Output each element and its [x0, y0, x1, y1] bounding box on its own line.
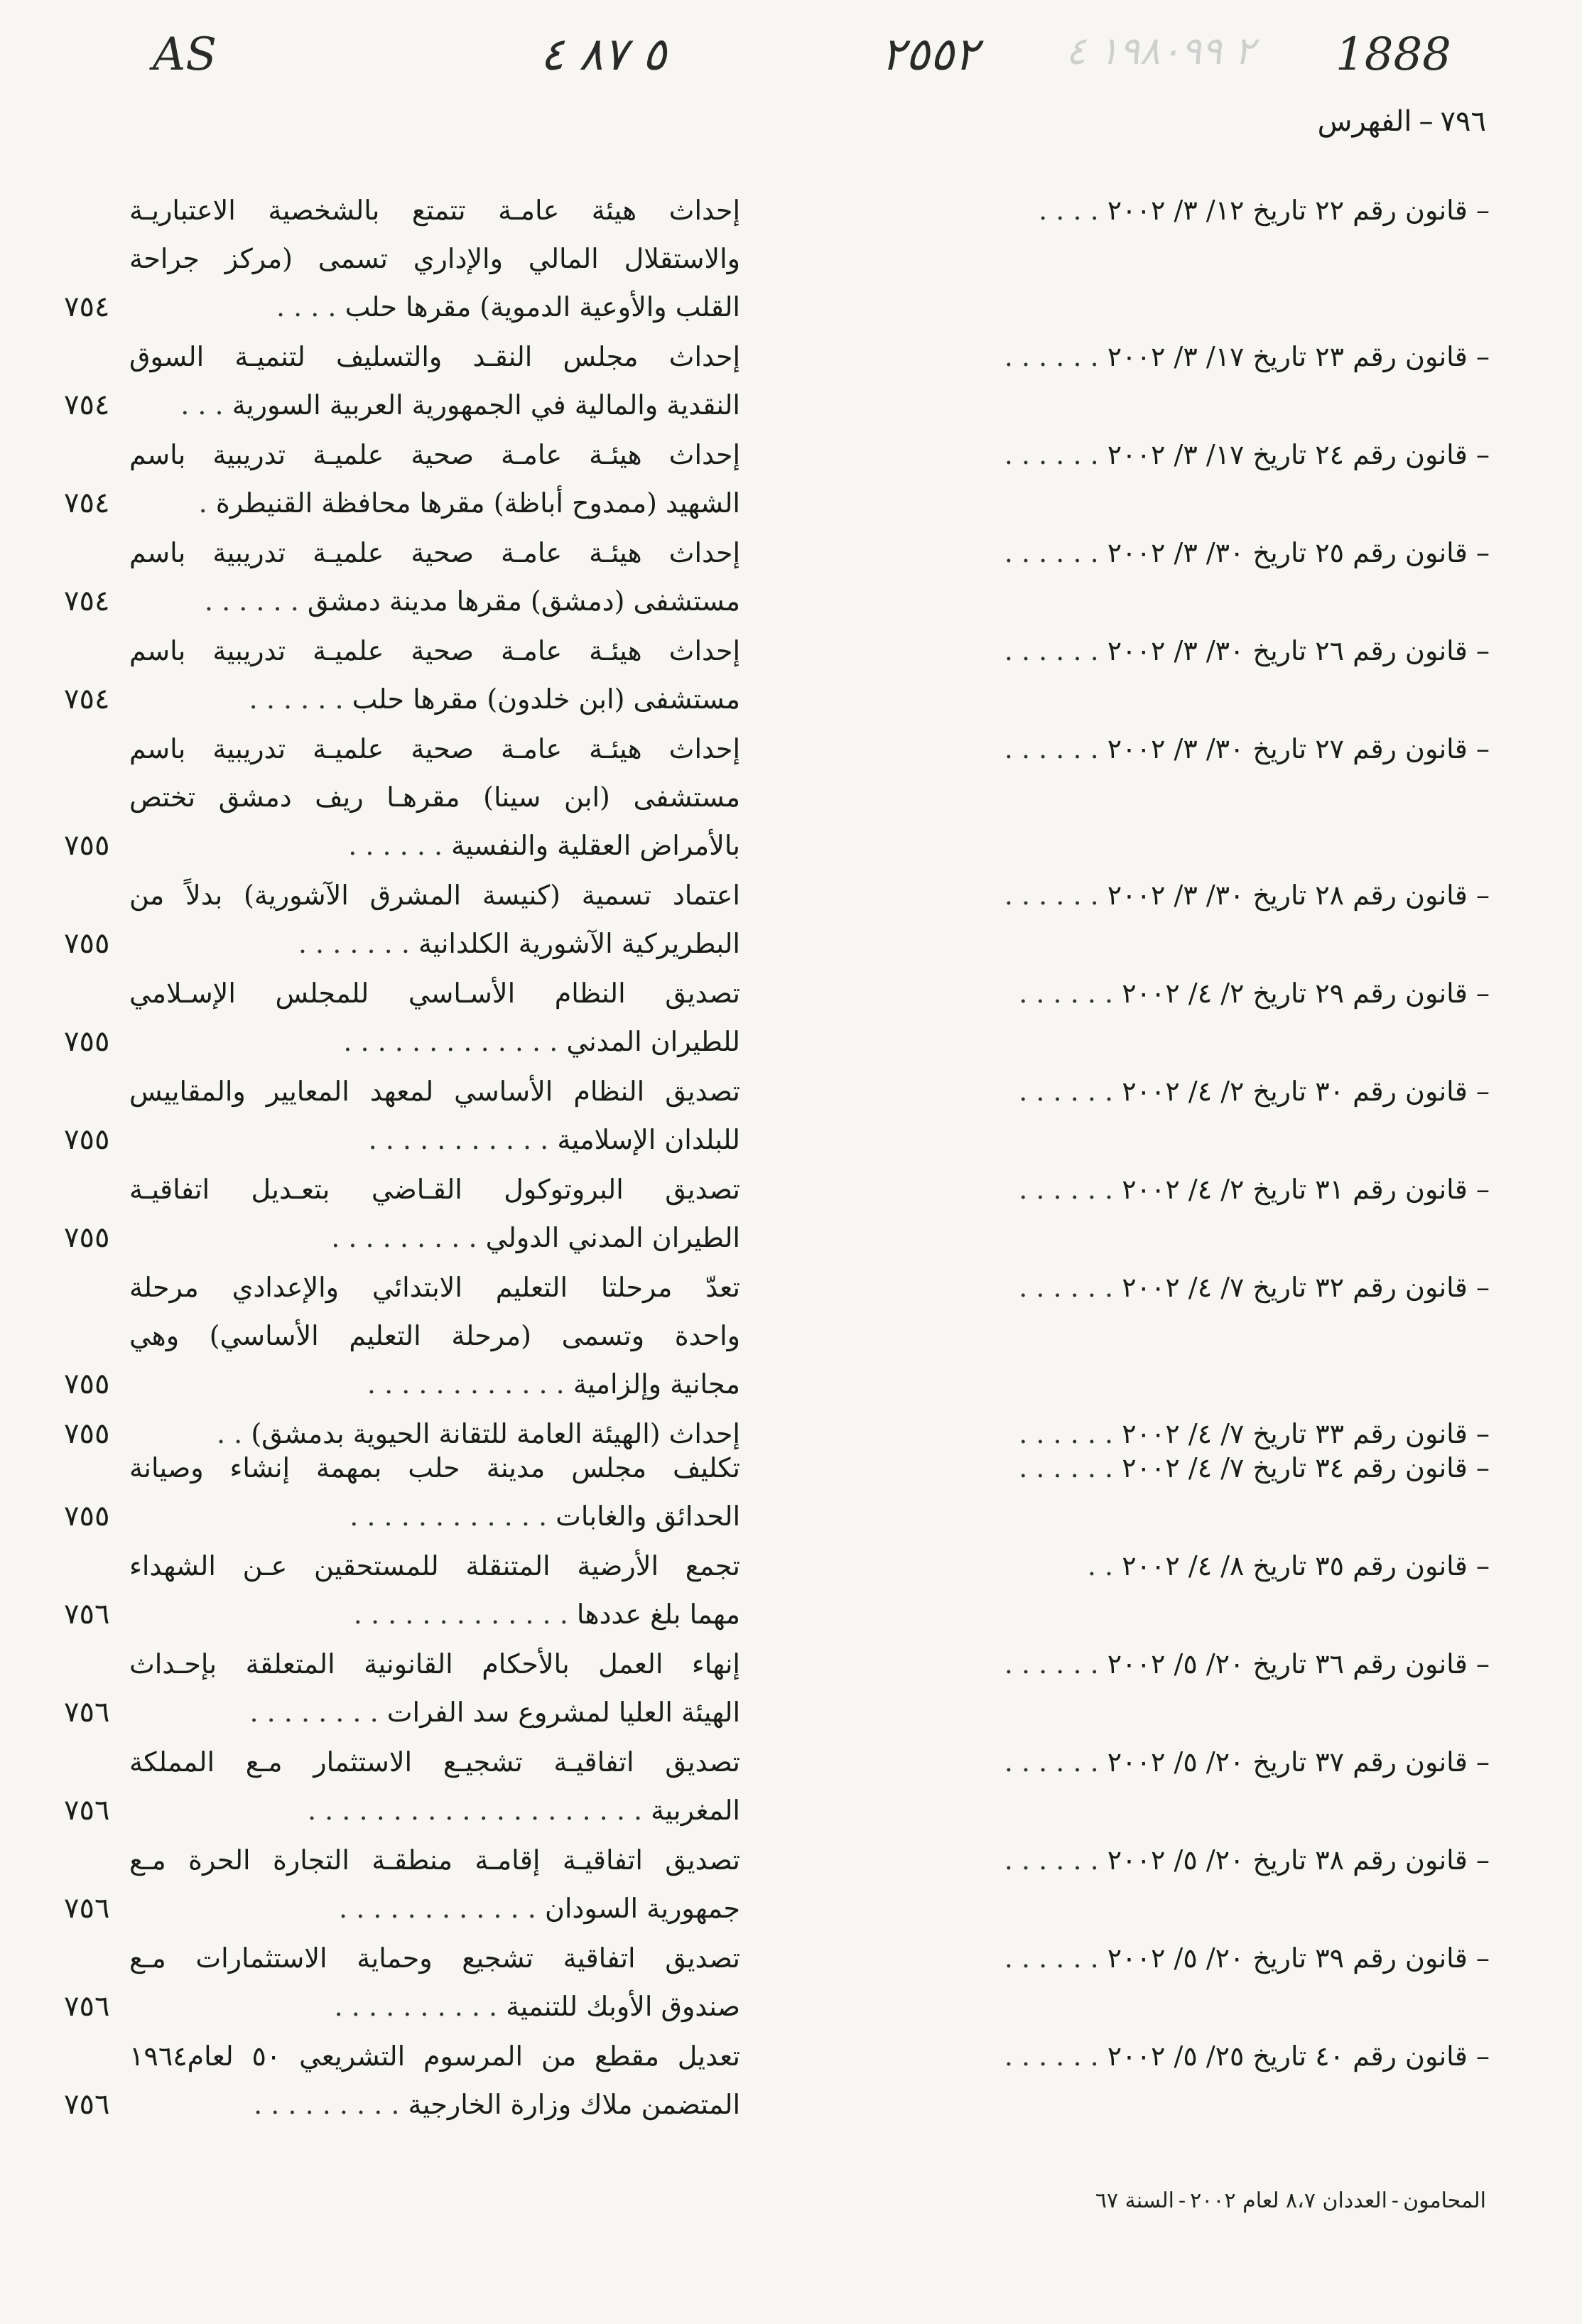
entry-dash: –	[1467, 1418, 1490, 1449]
subject-line	[129, 234, 740, 283]
subject-text: إحداث هيئـة عامـة صحية علميـة تدريبية باسم	[129, 537, 740, 568]
entry-dash: –	[1467, 439, 1490, 470]
page-reference: ٧٥٤	[64, 389, 110, 421]
leader-dots: . . . . . . . .	[249, 1697, 379, 1728]
law-text: قانون رقم ٤٠ تاريخ ٢٥/ ٥/ ٢٠٠٢	[1107, 2041, 1468, 2072]
law-reference	[1019, 1444, 1490, 1492]
subject-text: تصديق النظام الأساسي لمعهد المعايير والمقاييس	[129, 1076, 740, 1107]
law-reference	[1088, 1542, 1490, 1590]
leader-dots: . . . . . . . . . .	[334, 1991, 498, 2022]
leader-dots: . . . . . .	[348, 830, 443, 861]
subject-line	[129, 773, 740, 821]
law-text: قانون رقم ٣٤ تاريخ ٧/ ٤/ ٢٠٠٢	[1122, 1452, 1468, 1483]
entry-dash: –	[1467, 880, 1490, 911]
footer-dash: -	[1391, 2188, 1399, 2213]
entry-dash: –	[1467, 1174, 1490, 1205]
law-text: قانون رقم ٢٥ تاريخ ٣٠/ ٣/ ٢٠٠٢	[1107, 537, 1468, 568]
leader-dots: . . . . . .	[204, 585, 299, 617]
leader-dots: . . . . . .	[1004, 1746, 1099, 1778]
law-reference	[1019, 1263, 1490, 1312]
subject-line	[129, 969, 740, 1017]
leader-dots: . . . . . . .	[298, 928, 410, 959]
subject-text: تعدّ مرحلتا التعليم الابتدائي والإعدادي مرحلة	[129, 1272, 740, 1303]
subject-text: تجمع الأرضية المتنقلة للمستحقين عـن الشهداء	[129, 1550, 740, 1582]
subject-text: مستشفى (ابن سينا) مقرهـا ريف دمشق تختص	[129, 782, 740, 813]
page-reference: ٧٥٥	[64, 1500, 110, 1533]
leader-dots: . . . .	[1039, 195, 1099, 226]
handwritten-note-mid: ٥ ٨٧ ٤	[540, 28, 667, 81]
subject-text: المغربية	[651, 1795, 740, 1826]
page-reference: ٧٥٦	[64, 1598, 110, 1631]
leader-dots: . . . . . . . . . . . . .	[353, 1599, 568, 1630]
leader-dots: . . . . . .	[1004, 1942, 1099, 1974]
entry-dash: –	[1467, 341, 1490, 372]
subject-text: الطيران المدني الدولي	[485, 1222, 740, 1253]
leader-dots: . . . . . .	[1019, 1418, 1114, 1449]
law-reference	[1004, 627, 1490, 675]
subject-text: الحدائق والغابات	[556, 1501, 740, 1532]
law-text: قانون رقم ٢٦ تاريخ ٣٠/ ٣/ ٢٠٠٢	[1107, 635, 1468, 666]
leader-dots: . . . . . .	[1004, 537, 1099, 568]
leader-dots: . . . . . . . . .	[254, 2089, 400, 2120]
subject-text: جمهورية السودان	[544, 1893, 740, 1924]
leader-dots: . . . . . .	[1004, 439, 1099, 470]
law-text: قانون رقم ٢٩ تاريخ ٢/ ٤/ ٢٠٠٢	[1122, 978, 1468, 1009]
leader-dots: . . . . . .	[1004, 341, 1099, 372]
subject-line	[129, 1263, 740, 1312]
subject-line	[129, 1934, 740, 1982]
subject-line	[129, 871, 740, 919]
leader-dots: . . . . . . . . .	[331, 1222, 477, 1253]
page-reference: ٧٥٥	[64, 1417, 110, 1450]
page-reference: ٧٥٥	[64, 829, 110, 862]
subject-text: تصديق اتفاقية تشجيع وحماية الاستثمارات مـع	[129, 1942, 740, 1974]
subject-text: واحدة وتسمى (مرحلة التعليم الأساسي) وهي	[129, 1320, 740, 1351]
subject-text: النقدية والمالية في الجمهورية العربية السورية	[232, 389, 740, 421]
subject-text: إحداث هيئـة عامـة صحية علميـة تدريبية باسم	[129, 733, 740, 764]
subject-line	[129, 2080, 740, 2129]
subject-line	[129, 725, 740, 773]
entry-dash: –	[1467, 1648, 1490, 1680]
entry-dash: –	[1467, 978, 1490, 1009]
law-text: قانون رقم ٢٢ تاريخ ١٢/ ٣/ ٢٠٠٢	[1107, 195, 1468, 226]
leader-dots: . . . . . . . . . . . . .	[343, 1026, 558, 1057]
law-reference	[1004, 1738, 1490, 1786]
law-text: قانون رقم ٣٢ تاريخ ٧/ ٤/ ٢٠٠٢	[1122, 1272, 1468, 1303]
page-number: ٧٩٦	[1440, 105, 1486, 138]
entry-subject	[129, 1934, 740, 2031]
handwritten-note-year: ٢٥٥٢	[881, 28, 979, 81]
entry-subject	[129, 431, 740, 527]
subject-line	[129, 1786, 740, 1834]
law-text: قانون رقم ٣٠ تاريخ ٢/ ٤/ ٢٠٠٢	[1122, 1076, 1468, 1107]
subject-text: مستشفى (ابن خلدون) مقرها حلب	[352, 683, 740, 715]
entry-dash: –	[1467, 2041, 1490, 2072]
leader-dots: . . . . . .	[249, 683, 344, 715]
subject-line	[129, 821, 740, 870]
entry-subject	[129, 1263, 740, 1408]
page-reference: ٧٥٦	[64, 1794, 110, 1827]
subject-line	[129, 186, 740, 234]
page-reference: ٧٥٦	[64, 1892, 110, 1925]
page-reference: ٧٥٥	[64, 1221, 110, 1254]
subject-text: والاستقلال المالي والإداري تسمى (مركز جراحة	[129, 243, 740, 274]
page-reference: ٧٥٦	[64, 1696, 110, 1729]
page-reference: ٧٥٤	[64, 291, 110, 323]
subject-line	[129, 1884, 740, 1933]
entry-dash: –	[1467, 1844, 1490, 1876]
subject-line	[129, 1982, 740, 2031]
subject-line	[129, 1542, 740, 1590]
law-text: قانون رقم ٣٨ تاريخ ٢٠/ ٥/ ٢٠٠٢	[1107, 1844, 1468, 1876]
page-reference: ٧٥٤	[64, 585, 110, 617]
subject-text: إحداث هيئة عامـة تتمتع بالشخصية الاعتباريـة	[129, 195, 740, 226]
leader-dots: . . .	[180, 389, 224, 421]
leader-dots: . . . . . .	[1019, 978, 1114, 1009]
law-reference	[1004, 725, 1490, 773]
subject-text: للبلدان الإسلامية	[557, 1124, 740, 1155]
law-reference	[1019, 1165, 1490, 1214]
leader-dots: . . . . . .	[1004, 635, 1099, 666]
leader-dots: . . . .	[276, 291, 337, 323]
leader-dots: . .	[1087, 1550, 1114, 1582]
page-reference: ٧٥٥	[64, 1123, 110, 1156]
page-reference: ٧٥٥	[64, 1368, 110, 1400]
page-reference: ٧٥٥	[64, 927, 110, 960]
law-text: قانون رقم ٢٣ تاريخ ١٧/ ٣/ ٢٠٠٢	[1107, 341, 1468, 372]
subject-text: الشهيد (ممدوح أباظة) مقرها محافظة القنيطرة	[215, 487, 740, 519]
leader-dots: . . . . . .	[1004, 880, 1099, 911]
subject-line	[129, 1836, 740, 1884]
entry-dash: –	[1467, 733, 1490, 764]
leader-dots: . . . . . .	[1004, 2041, 1099, 2072]
subject-text: إحداث هيئـة عامـة صحية علميـة تدريبية باسم	[129, 439, 740, 470]
leader-dots: . .	[216, 1418, 243, 1449]
subject-line	[129, 1214, 740, 1262]
leader-dots: .	[198, 487, 207, 519]
law-reference	[1004, 1836, 1490, 1884]
subject-text: بالأمراض العقلية والنفسية	[451, 830, 740, 861]
subject-text: تصديق البروتوكول القـاضي بتعـديل اتفاقيـة	[129, 1174, 740, 1205]
footer-issues: العددان ٨،٧ لعام ٢٠٠٢	[1190, 2188, 1387, 2213]
subject-text: البطريركية الآشورية الكلدانية	[418, 928, 740, 959]
subject-text: اعتماد تسمية (كنيسة المشرق الآشورية) بدلاً من	[129, 880, 740, 911]
subject-text: مستشفى (دمشق) مقرها مدينة دمشق	[307, 585, 740, 617]
leader-dots: . . . . . . . . . . . .	[339, 1893, 536, 1924]
subject-line	[129, 675, 740, 723]
subject-line	[129, 1115, 740, 1164]
law-reference	[1004, 871, 1490, 919]
page-header	[1318, 105, 1486, 138]
entry-subject	[129, 725, 740, 870]
subject-line	[129, 333, 740, 381]
leader-dots: . . . . . .	[1019, 1174, 1114, 1205]
subject-text: المتضمن ملاك وزارة الخارجية	[408, 2089, 740, 2120]
entry-subject	[129, 1165, 740, 1262]
entry-dash: –	[1467, 1452, 1490, 1483]
subject-line	[129, 577, 740, 625]
law-reference	[1019, 1067, 1490, 1115]
entry-dash: –	[1467, 195, 1490, 226]
subject-line	[129, 1165, 740, 1214]
entry-dash: –	[1467, 1550, 1490, 1582]
law-reference	[1004, 2032, 1490, 2080]
subject-line	[129, 1640, 740, 1688]
law-text: قانون رقم ٣٣ تاريخ ٧/ ٤/ ٢٠٠٢	[1122, 1418, 1468, 1449]
subject-line	[129, 919, 740, 968]
entry-subject	[129, 871, 740, 968]
subject-text: للطيران المدني	[566, 1026, 740, 1057]
subject-line	[129, 1067, 740, 1115]
law-reference	[1019, 969, 1490, 1017]
subject-line	[129, 1017, 740, 1066]
subject-text: تصديق اتفاقيـة تشجيـع الاستثمار مـع المملكة	[129, 1746, 740, 1778]
subject-line	[129, 2032, 740, 2080]
subject-line	[129, 1738, 740, 1786]
subject-text: مجانية وإلزامية	[573, 1368, 740, 1400]
entry-subject	[129, 1542, 740, 1638]
subject-line	[129, 1590, 740, 1638]
law-text: قانون رقم ٣٧ تاريخ ٢٠/ ٥/ ٢٠٠٢	[1107, 1746, 1468, 1778]
handwritten-note-right: 1888	[1336, 28, 1451, 81]
subject-line	[129, 1360, 740, 1408]
entry-subject	[129, 186, 740, 331]
footer-journal: المحامون	[1403, 2188, 1486, 2213]
law-reference	[1004, 529, 1490, 577]
subject-text: صندوق الأوبك للتنمية	[506, 1991, 740, 2022]
page-reference: ٧٥٤	[64, 487, 110, 519]
subject-text: تعديل مقطع من المرسوم التشريعي ٥٠ لعام١٩٦٤	[129, 2041, 740, 2072]
subject-text: إحداث هيئـة عامـة صحية علميـة تدريبية باسم	[129, 635, 740, 666]
law-reference	[1004, 1640, 1490, 1688]
entry-dash: –	[1467, 537, 1490, 568]
page-reference: ٧٥٦	[64, 1990, 110, 2023]
subject-text: تكليف مجلس مدينة حلب بمهمة إنشاء وصيانة	[129, 1452, 740, 1483]
handwritten-note-left: AS	[153, 28, 217, 81]
leader-dots: . . . . . .	[1019, 1076, 1114, 1107]
leader-dots: . . . . . . . . . . . .	[367, 1368, 565, 1400]
page-reference: ٧٥٥	[64, 1025, 110, 1058]
entry-dash: –	[1467, 635, 1490, 666]
law-text: قانون رقم ٣٩ تاريخ ٢٠/ ٥/ ٢٠٠٢	[1107, 1942, 1468, 1974]
subject-line	[129, 283, 740, 331]
entry-subject	[129, 1836, 740, 1933]
subject-text: مهما بلغ عددها	[576, 1599, 740, 1630]
entry-dash: –	[1467, 1942, 1490, 1974]
entry-dash: –	[1467, 1272, 1490, 1303]
page-title: الفهرس	[1317, 105, 1412, 138]
leader-dots: . . . . . . . . . . . .	[350, 1501, 548, 1532]
leader-dots: . . . . . . . . . . . . . . . . . . . .	[307, 1795, 643, 1826]
subject-line	[129, 1492, 740, 1540]
law-text: قانون رقم ٣١ تاريخ ٢/ ٤/ ٢٠٠٢	[1122, 1174, 1468, 1205]
subject-text: تصديق النظام الأسـاسي للمجلس الإسـلامي	[129, 978, 740, 1009]
header-separator: –	[1419, 105, 1434, 138]
footer-year: السنة ٦٧	[1095, 2188, 1175, 2213]
subject-line	[129, 431, 740, 479]
entry-subject	[129, 969, 740, 1066]
leader-dots: . . . . . .	[1004, 733, 1099, 764]
entry-dash: –	[1467, 1746, 1490, 1778]
entry-subject	[129, 333, 740, 429]
law-text: قانون رقم ٢٧ تاريخ ٣٠/ ٣/ ٢٠٠٢	[1107, 733, 1468, 764]
footer-dash: -	[1179, 2188, 1186, 2213]
subject-line	[129, 1312, 740, 1360]
law-reference	[1004, 333, 1490, 381]
law-text: قانون رقم ٣٦ تاريخ ٢٠/ ٥/ ٢٠٠٢	[1107, 1648, 1468, 1680]
law-text: قانون رقم ٢٤ تاريخ ١٧/ ٣/ ٢٠٠٢	[1107, 439, 1468, 470]
subject-text: إحداث (الهيئة العامة للتقانة الحيوية بدمشق)	[251, 1418, 740, 1449]
law-reference	[1039, 186, 1490, 234]
leader-dots: . . . . . .	[1004, 1648, 1099, 1680]
leader-dots: . . . . . .	[1019, 1452, 1114, 1483]
subject-line	[129, 381, 740, 429]
page-reference: ٧٥٦	[64, 2088, 110, 2121]
entry-subject	[129, 627, 740, 723]
entry-subject	[129, 1738, 740, 1834]
page-footer	[1095, 2188, 1486, 2213]
entry-subject	[129, 1067, 740, 1164]
law-reference	[1004, 431, 1490, 479]
entry-subject	[129, 1640, 740, 1736]
subject-line	[129, 479, 740, 527]
leader-dots: . . . . . . . . . . .	[368, 1124, 549, 1155]
law-text: قانون رقم ٣٥ تاريخ ٨/ ٤/ ٢٠٠٢	[1122, 1550, 1468, 1582]
entry-subject	[129, 1444, 740, 1540]
subject-line	[129, 1444, 740, 1492]
entry-dash: –	[1467, 1076, 1490, 1107]
subject-line	[129, 627, 740, 675]
page-reference: ٧٥٤	[64, 683, 110, 715]
subject-text: القلب والأوعية الدموية) مقرها حلب	[345, 291, 740, 323]
subject-text: الهيئة العليا لمشروع سد الفرات	[386, 1697, 740, 1728]
subject-line	[129, 529, 740, 577]
entry-subject	[129, 529, 740, 625]
entry-subject	[129, 2032, 740, 2129]
subject-text: إحداث مجلس النقـد والتسليف لتنميـة السوق	[129, 341, 740, 372]
subject-line	[129, 1688, 740, 1736]
handwritten-note-faint: ٢ ١٩٨٠٩٩ ٤	[1066, 28, 1255, 73]
law-text: قانون رقم ٢٨ تاريخ ٣٠/ ٣/ ٢٠٠٢	[1107, 880, 1468, 911]
leader-dots: . . . . . .	[1004, 1844, 1099, 1876]
law-reference	[1004, 1934, 1490, 1982]
leader-dots: . . . . . .	[1019, 1272, 1114, 1303]
subject-text: إنهاء العمل بالأحكام القانونية المتعلقة بإحـداث	[129, 1648, 740, 1680]
subject-text: تصديق اتفاقيـة إقامـة منطقـة التجارة الحرة مـع	[129, 1844, 740, 1876]
